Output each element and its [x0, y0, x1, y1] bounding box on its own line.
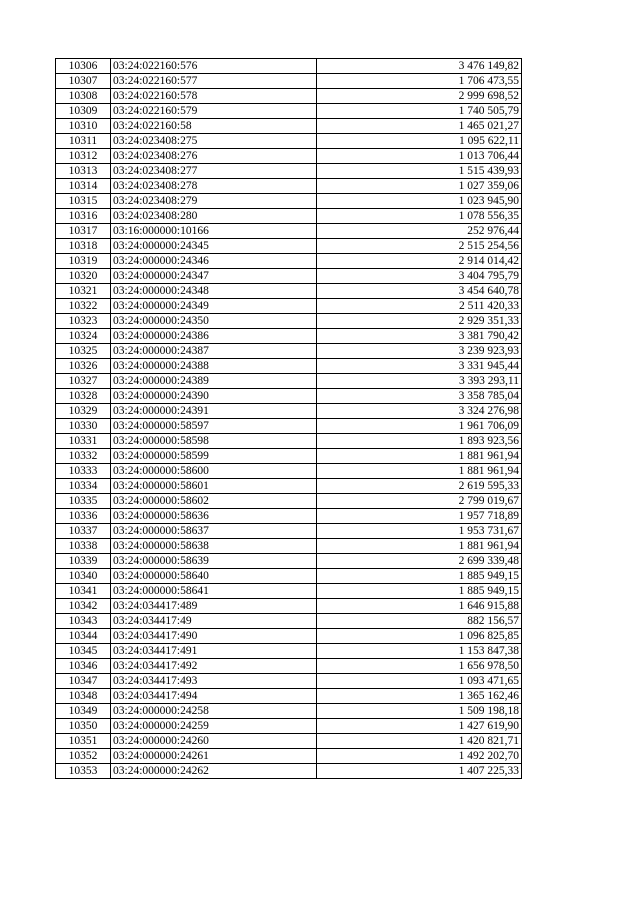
value-cell: 1 885 949,15 — [317, 569, 522, 584]
value-cell: 1 656 978,50 — [317, 659, 522, 674]
row-number-cell: 10338 — [56, 539, 111, 554]
table-row — [56, 614, 522, 629]
cadastral-number-cell: 03:24:000000:24347 — [111, 269, 317, 284]
value-cell: 2 914 014,42 — [317, 254, 522, 269]
table-row — [56, 494, 522, 509]
value-cell: 1 509 198,18 — [317, 704, 522, 719]
cadastral-number-cell: 03:24:000000:24388 — [111, 359, 317, 374]
table-row — [56, 119, 522, 134]
cadastral-number-cell: 03:24:023408:278 — [111, 179, 317, 194]
cadastral-number-cell: 03:24:000000:58597 — [111, 419, 317, 434]
row-number-cell: 10315 — [56, 194, 111, 209]
table-row — [56, 449, 522, 464]
row-number-cell: 10350 — [56, 719, 111, 734]
table-row — [56, 659, 522, 674]
value-cell: 2 799 019,67 — [317, 494, 522, 509]
cadastral-number-cell: 03:24:000000:24386 — [111, 329, 317, 344]
cadastral-number-cell: 03:24:023408:280 — [111, 209, 317, 224]
row-number-cell: 10320 — [56, 269, 111, 284]
table-row — [56, 89, 522, 104]
row-number-cell: 10313 — [56, 164, 111, 179]
cadastral-number-cell: 03:24:022160:576 — [111, 59, 317, 74]
row-number-cell: 10351 — [56, 734, 111, 749]
row-number-cell: 10329 — [56, 404, 111, 419]
table-row — [56, 404, 522, 419]
table-row — [56, 479, 522, 494]
value-cell: 1 961 706,09 — [317, 419, 522, 434]
row-number-cell: 10345 — [56, 644, 111, 659]
row-number-cell: 10319 — [56, 254, 111, 269]
table-row — [56, 209, 522, 224]
row-number-cell: 10321 — [56, 284, 111, 299]
value-cell: 1 953 731,67 — [317, 524, 522, 539]
cadastral-number-cell: 03:24:022160:578 — [111, 89, 317, 104]
value-cell: 2 511 420,33 — [317, 299, 522, 314]
value-cell: 1 881 961,94 — [317, 464, 522, 479]
table-row — [56, 674, 522, 689]
value-cell: 3 331 945,44 — [317, 359, 522, 374]
cadastral-number-cell: 03:24:000000:58641 — [111, 584, 317, 599]
value-cell: 1 023 945,90 — [317, 194, 522, 209]
table-row — [56, 704, 522, 719]
table-row — [56, 179, 522, 194]
table-row — [56, 689, 522, 704]
table-row — [56, 374, 522, 389]
row-number-cell: 10309 — [56, 104, 111, 119]
table-row — [56, 389, 522, 404]
table-row — [56, 719, 522, 734]
value-cell: 1 957 718,89 — [317, 509, 522, 524]
value-cell: 3 393 293,11 — [317, 374, 522, 389]
value-cell: 3 324 276,98 — [317, 404, 522, 419]
row-number-cell: 10353 — [56, 764, 111, 779]
value-cell: 3 381 790,42 — [317, 329, 522, 344]
cadastral-number-cell: 03:24:000000:24259 — [111, 719, 317, 734]
table-row — [56, 284, 522, 299]
row-number-cell: 10307 — [56, 74, 111, 89]
row-number-cell: 10331 — [56, 434, 111, 449]
cadastral-number-cell: 03:24:034417:492 — [111, 659, 317, 674]
row-number-cell: 10316 — [56, 209, 111, 224]
table-row — [56, 524, 522, 539]
value-cell: 1 740 505,79 — [317, 104, 522, 119]
row-number-cell: 10332 — [56, 449, 111, 464]
row-number-cell: 10334 — [56, 479, 111, 494]
row-number-cell: 10317 — [56, 224, 111, 239]
row-number-cell: 10310 — [56, 119, 111, 134]
table-row — [56, 314, 522, 329]
cadastral-number-cell: 03:24:000000:24390 — [111, 389, 317, 404]
row-number-cell: 10343 — [56, 614, 111, 629]
table-row — [56, 59, 522, 74]
cadastral-number-cell: 03:24:034417:493 — [111, 674, 317, 689]
value-cell: 3 358 785,04 — [317, 389, 522, 404]
cadastral-number-cell: 03:24:000000:24391 — [111, 404, 317, 419]
cadastral-number-cell: 03:24:034417:491 — [111, 644, 317, 659]
cadastral-number-cell: 03:24:000000:24258 — [111, 704, 317, 719]
table-row — [56, 344, 522, 359]
cadastral-number-cell: 03:24:000000:58601 — [111, 479, 317, 494]
cadastral-number-cell: 03:24:000000:24350 — [111, 314, 317, 329]
row-number-cell: 10333 — [56, 464, 111, 479]
table-row — [56, 734, 522, 749]
table-row — [56, 299, 522, 314]
row-number-cell: 10349 — [56, 704, 111, 719]
cadastral-number-cell: 03:24:000000:24387 — [111, 344, 317, 359]
row-number-cell: 10322 — [56, 299, 111, 314]
row-number-cell: 10348 — [56, 689, 111, 704]
row-number-cell: 10318 — [56, 239, 111, 254]
table-row — [56, 764, 522, 779]
cadastral-number-cell: 03:24:023408:279 — [111, 194, 317, 209]
table-row — [56, 224, 522, 239]
value-cell: 1 420 821,71 — [317, 734, 522, 749]
row-number-cell: 10314 — [56, 179, 111, 194]
row-number-cell: 10324 — [56, 329, 111, 344]
cadastral-number-cell: 03:24:023408:275 — [111, 134, 317, 149]
table-row — [56, 539, 522, 554]
value-cell: 1 492 202,70 — [317, 749, 522, 764]
value-cell: 3 454 640,78 — [317, 284, 522, 299]
cadastral-number-cell: 03:24:000000:58636 — [111, 509, 317, 524]
row-number-cell: 10342 — [56, 599, 111, 614]
row-number-cell: 10323 — [56, 314, 111, 329]
cadastral-number-cell: 03:24:023408:277 — [111, 164, 317, 179]
value-cell: 2 619 595,33 — [317, 479, 522, 494]
cadastral-number-cell: 03:24:000000:24346 — [111, 254, 317, 269]
value-cell: 3 239 923,93 — [317, 344, 522, 359]
table-row — [56, 134, 522, 149]
row-number-cell: 10328 — [56, 389, 111, 404]
cadastral-number-cell: 03:24:000000:24262 — [111, 764, 317, 779]
row-number-cell: 10344 — [56, 629, 111, 644]
cadastral-number-cell: 03:24:000000:58639 — [111, 554, 317, 569]
table-row — [56, 464, 522, 479]
cadastral-number-cell: 03:24:034417:489 — [111, 599, 317, 614]
value-cell: 2 929 351,33 — [317, 314, 522, 329]
cadastral-number-cell: 03:24:000000:24345 — [111, 239, 317, 254]
cadastral-number-cell: 03:16:000000:10166 — [111, 224, 317, 239]
data-table — [55, 58, 522, 779]
cadastral-number-cell: 03:24:000000:58638 — [111, 539, 317, 554]
value-cell: 2 515 254,56 — [317, 239, 522, 254]
table-row — [56, 329, 522, 344]
row-number-cell: 10312 — [56, 149, 111, 164]
row-number-cell: 10330 — [56, 419, 111, 434]
cadastral-number-cell: 03:24:034417:490 — [111, 629, 317, 644]
row-number-cell: 10336 — [56, 509, 111, 524]
value-cell: 1 078 556,35 — [317, 209, 522, 224]
value-cell: 2 999 698,52 — [317, 89, 522, 104]
cadastral-number-cell: 03:24:000000:24389 — [111, 374, 317, 389]
cadastral-number-cell: 03:24:000000:58602 — [111, 494, 317, 509]
cadastral-number-cell: 03:24:000000:58599 — [111, 449, 317, 464]
table-row — [56, 164, 522, 179]
row-number-cell: 10337 — [56, 524, 111, 539]
value-cell: 3 476 149,82 — [317, 59, 522, 74]
cadastral-number-cell: 03:24:000000:24260 — [111, 734, 317, 749]
cadastral-number-cell: 03:24:000000:58600 — [111, 464, 317, 479]
row-number-cell: 10311 — [56, 134, 111, 149]
cadastral-number-cell: 03:24:000000:24261 — [111, 749, 317, 764]
value-cell: 1 365 162,46 — [317, 689, 522, 704]
value-cell: 882 156,57 — [317, 614, 522, 629]
row-number-cell: 10347 — [56, 674, 111, 689]
table-row — [56, 269, 522, 284]
table-row — [56, 569, 522, 584]
cadastral-number-cell: 03:24:000000:58637 — [111, 524, 317, 539]
row-number-cell: 10325 — [56, 344, 111, 359]
table-row — [56, 629, 522, 644]
table-row — [56, 254, 522, 269]
value-cell: 1 885 949,15 — [317, 584, 522, 599]
table-row — [56, 599, 522, 614]
value-cell: 1 881 961,94 — [317, 449, 522, 464]
row-number-cell: 10346 — [56, 659, 111, 674]
cadastral-number-cell: 03:24:022160:58 — [111, 119, 317, 134]
table-row — [56, 509, 522, 524]
value-cell: 1 881 961,94 — [317, 539, 522, 554]
cadastral-number-cell: 03:24:000000:58598 — [111, 434, 317, 449]
row-number-cell: 10340 — [56, 569, 111, 584]
table-row — [56, 359, 522, 374]
row-number-cell: 10341 — [56, 584, 111, 599]
value-cell: 1 095 622,11 — [317, 134, 522, 149]
table-row — [56, 419, 522, 434]
table-row — [56, 194, 522, 209]
row-number-cell: 10326 — [56, 359, 111, 374]
value-cell: 1 465 021,27 — [317, 119, 522, 134]
value-cell: 1 515 439,93 — [317, 164, 522, 179]
value-cell: 3 404 795,79 — [317, 269, 522, 284]
cadastral-number-cell: 03:24:000000:24349 — [111, 299, 317, 314]
value-cell: 1 027 359,06 — [317, 179, 522, 194]
row-number-cell: 10306 — [56, 59, 111, 74]
cadastral-number-cell: 03:24:034417:494 — [111, 689, 317, 704]
table-row — [56, 749, 522, 764]
value-cell: 1 096 825,85 — [317, 629, 522, 644]
row-number-cell: 10308 — [56, 89, 111, 104]
cadastral-number-cell: 03:24:034417:49 — [111, 614, 317, 629]
value-cell: 2 699 339,48 — [317, 554, 522, 569]
table-row — [56, 554, 522, 569]
cadastral-number-cell: 03:24:000000:58640 — [111, 569, 317, 584]
table-row — [56, 104, 522, 119]
cadastral-number-cell: 03:24:022160:579 — [111, 104, 317, 119]
row-number-cell: 10335 — [56, 494, 111, 509]
table-row — [56, 239, 522, 254]
value-cell: 252 976,44 — [317, 224, 522, 239]
table-row — [56, 74, 522, 89]
row-number-cell: 10327 — [56, 374, 111, 389]
value-cell: 1 013 706,44 — [317, 149, 522, 164]
value-cell: 1 427 619,90 — [317, 719, 522, 734]
table-row — [56, 644, 522, 659]
cadastral-number-cell: 03:24:023408:276 — [111, 149, 317, 164]
table-row — [56, 584, 522, 599]
value-cell: 1 153 847,38 — [317, 644, 522, 659]
value-cell: 1 646 915,88 — [317, 599, 522, 614]
value-cell: 1 893 923,56 — [317, 434, 522, 449]
value-cell: 1 093 471,65 — [317, 674, 522, 689]
cadastral-number-cell: 03:24:022160:577 — [111, 74, 317, 89]
value-cell: 1 706 473,55 — [317, 74, 522, 89]
table-body — [56, 59, 522, 779]
cadastral-number-cell: 03:24:000000:24348 — [111, 284, 317, 299]
row-number-cell: 10352 — [56, 749, 111, 764]
table-row — [56, 149, 522, 164]
table-row — [56, 434, 522, 449]
value-cell: 1 407 225,33 — [317, 764, 522, 779]
row-number-cell: 10339 — [56, 554, 111, 569]
